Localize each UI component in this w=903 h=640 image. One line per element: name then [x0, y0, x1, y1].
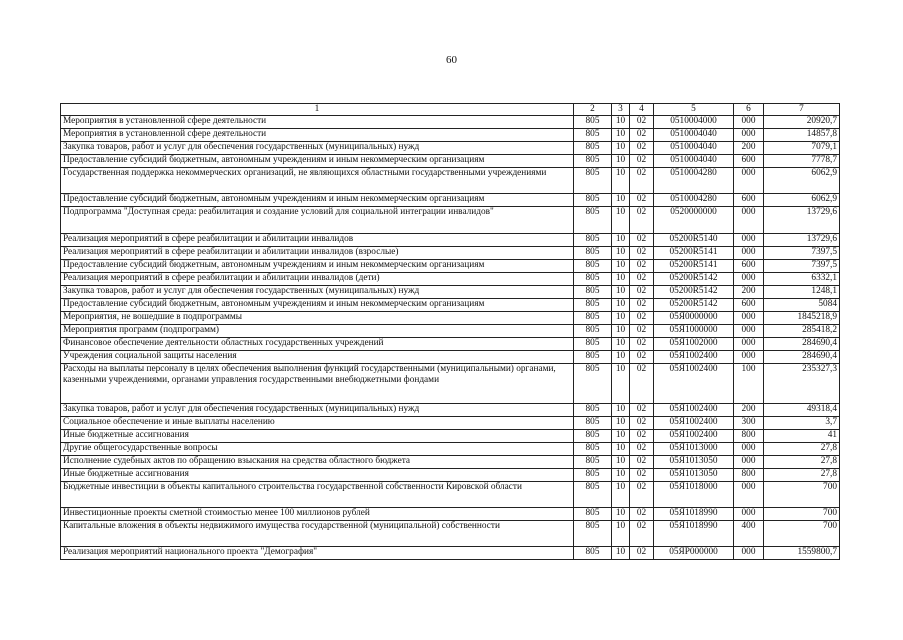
- admin-code-cell: 805: [574, 443, 612, 456]
- section-cell: 10: [612, 155, 630, 168]
- target-article-cell: 0510004040: [654, 129, 734, 142]
- amount-cell: 49318,4: [764, 404, 840, 417]
- table-row: [61, 547, 840, 560]
- amount-cell: 5084: [764, 299, 840, 312]
- table-row: [61, 404, 840, 417]
- target-article-cell: 05Я1013050: [654, 469, 734, 482]
- expense-type-cell: 000: [734, 247, 764, 260]
- subsection-cell: 02: [630, 299, 654, 312]
- row-name-cell: Финансовое обеспечение деятельности областных государственных учреждений: [61, 338, 574, 351]
- table-row: [61, 194, 840, 207]
- section-cell: 10: [612, 404, 630, 417]
- admin-code-cell: 805: [574, 456, 612, 469]
- target-article-cell: 05200R5142: [654, 273, 734, 286]
- section-cell: 10: [612, 247, 630, 260]
- expense-type-cell: 000: [734, 273, 764, 286]
- subsection-cell: 02: [630, 312, 654, 325]
- target-article-cell: 05Я1000000: [654, 325, 734, 338]
- row-name-cell: Предоставление субсидий бюджетным, автономным учреждениям и иным некоммерческим организациям: [61, 299, 574, 312]
- target-article-cell: 05200R5142: [654, 286, 734, 299]
- table-row: [61, 325, 840, 338]
- column-header: 5: [654, 104, 734, 116]
- admin-code-cell: 805: [574, 260, 612, 273]
- section-cell: 10: [612, 338, 630, 351]
- amount-cell: 13729,6: [764, 207, 840, 234]
- amount-cell: 27,8: [764, 456, 840, 469]
- target-article-cell: 05Я1018990: [654, 521, 734, 547]
- expense-type-cell: 000: [734, 207, 764, 234]
- expense-type-cell: 800: [734, 430, 764, 443]
- row-name-cell: Мероприятия, не вошедшие в подпрограммы: [61, 312, 574, 325]
- admin-code-cell: 805: [574, 364, 612, 404]
- expense-type-cell: 000: [734, 234, 764, 247]
- expense-type-cell: 200: [734, 286, 764, 299]
- table-row: [61, 273, 840, 286]
- column-header: 4: [630, 104, 654, 116]
- expense-type-cell: 800: [734, 469, 764, 482]
- admin-code-cell: 805: [574, 116, 612, 129]
- target-article-cell: 05200R5142: [654, 299, 734, 312]
- expense-type-cell: 000: [734, 168, 764, 194]
- amount-cell: 7079,1: [764, 142, 840, 155]
- section-cell: 10: [612, 168, 630, 194]
- table-row: [61, 155, 840, 168]
- admin-code-cell: 805: [574, 404, 612, 417]
- admin-code-cell: 805: [574, 325, 612, 338]
- amount-cell: 7397,5: [764, 247, 840, 260]
- expense-type-cell: 000: [734, 482, 764, 508]
- target-article-cell: 05200R5140: [654, 234, 734, 247]
- section-cell: 10: [612, 286, 630, 299]
- page-number: 60: [446, 54, 457, 66]
- row-name-cell: Закупка товаров, работ и услуг для обеспечения государственных (муниципальных) нужд: [61, 286, 574, 299]
- target-article-cell: 05Я1002400: [654, 364, 734, 404]
- admin-code-cell: 805: [574, 417, 612, 430]
- subsection-cell: 02: [630, 273, 654, 286]
- section-cell: 10: [612, 234, 630, 247]
- amount-cell: 27,8: [764, 469, 840, 482]
- admin-code-cell: 805: [574, 142, 612, 155]
- expense-type-cell: 000: [734, 312, 764, 325]
- row-name-cell: Государственная поддержка некоммерческих организаций, не являющихся областными государственными учреждениями: [61, 168, 574, 194]
- target-article-cell: 05Я1018990: [654, 508, 734, 521]
- table-header-row: [61, 104, 840, 116]
- section-cell: 10: [612, 417, 630, 430]
- row-name-cell: Бюджетные инвестиции в объекты капитального строительства государственной собственности Кировской области: [61, 482, 574, 508]
- table-row: [61, 129, 840, 142]
- row-name-cell: Капитальные вложения в объекты недвижимого имущества государственной (муниципальной) собственности: [61, 521, 574, 547]
- expense-type-cell: 000: [734, 325, 764, 338]
- admin-code-cell: 805: [574, 508, 612, 521]
- admin-code-cell: 805: [574, 129, 612, 142]
- subsection-cell: 02: [630, 430, 654, 443]
- target-article-cell: 0510004040: [654, 155, 734, 168]
- table-row: [61, 351, 840, 364]
- row-name-cell: Учреждения социальной защиты населения: [61, 351, 574, 364]
- section-cell: 10: [612, 508, 630, 521]
- expense-type-cell: 000: [734, 443, 764, 456]
- column-header: 1: [61, 104, 574, 116]
- admin-code-cell: 805: [574, 207, 612, 234]
- subsection-cell: 02: [630, 547, 654, 560]
- amount-cell: 1248,1: [764, 286, 840, 299]
- subsection-cell: 02: [630, 443, 654, 456]
- admin-code-cell: 805: [574, 168, 612, 194]
- amount-cell: 7397,5: [764, 260, 840, 273]
- admin-code-cell: 805: [574, 547, 612, 560]
- admin-code-cell: 805: [574, 155, 612, 168]
- target-article-cell: 05Я1018000: [654, 482, 734, 508]
- subsection-cell: 02: [630, 482, 654, 508]
- expense-type-cell: 600: [734, 194, 764, 207]
- table-row: [61, 417, 840, 430]
- row-name-cell: Закупка товаров, работ и услуг для обеспечения государственных (муниципальных) нужд: [61, 142, 574, 155]
- amount-cell: 6062,9: [764, 194, 840, 207]
- subsection-cell: 02: [630, 338, 654, 351]
- section-cell: 10: [612, 521, 630, 547]
- admin-code-cell: 805: [574, 430, 612, 443]
- expense-type-cell: 600: [734, 260, 764, 273]
- section-cell: 10: [612, 482, 630, 508]
- table-row: [61, 508, 840, 521]
- subsection-cell: 02: [630, 325, 654, 338]
- admin-code-cell: 805: [574, 338, 612, 351]
- expense-type-cell: 100: [734, 364, 764, 404]
- target-article-cell: 05Я1013000: [654, 443, 734, 456]
- column-header: 3: [612, 104, 630, 116]
- amount-cell: 235327,3: [764, 364, 840, 404]
- target-article-cell: 05Я1002400: [654, 430, 734, 443]
- row-name-cell: Предоставление субсидий бюджетным, автономным учреждениям и иным некоммерческим организациям: [61, 194, 574, 207]
- table-row: [61, 521, 840, 547]
- subsection-cell: 02: [630, 207, 654, 234]
- amount-cell: 6062,9: [764, 168, 840, 194]
- expense-type-cell: 200: [734, 404, 764, 417]
- column-header: 7: [764, 104, 840, 116]
- table-row: [61, 456, 840, 469]
- section-cell: 10: [612, 456, 630, 469]
- target-article-cell: 05Я1002400: [654, 351, 734, 364]
- table-row: [61, 482, 840, 508]
- table-row: [61, 443, 840, 456]
- subsection-cell: 02: [630, 404, 654, 417]
- amount-cell: 285418,2: [764, 325, 840, 338]
- row-name-cell: Реализация мероприятий национального проекта "Демография": [61, 547, 574, 560]
- amount-cell: 700: [764, 521, 840, 547]
- expense-type-cell: 600: [734, 155, 764, 168]
- subsection-cell: 02: [630, 260, 654, 273]
- expense-type-cell: 200: [734, 142, 764, 155]
- row-name-cell: Иные бюджетные ассигнования: [61, 469, 574, 482]
- row-name-cell: Мероприятия программ (подпрограмм): [61, 325, 574, 338]
- section-cell: 10: [612, 312, 630, 325]
- amount-cell: 14857,8: [764, 129, 840, 142]
- subsection-cell: 02: [630, 521, 654, 547]
- amount-cell: 700: [764, 482, 840, 508]
- table-row: [61, 299, 840, 312]
- section-cell: 10: [612, 260, 630, 273]
- section-cell: 10: [612, 194, 630, 207]
- expense-type-cell: 000: [734, 456, 764, 469]
- row-name-cell: Другие общегосударственные вопросы: [61, 443, 574, 456]
- admin-code-cell: 805: [574, 286, 612, 299]
- table-row: [61, 312, 840, 325]
- section-cell: 10: [612, 430, 630, 443]
- row-name-cell: Подпрограмма "Доступная среда: реабилитация и создание условий для социальной интеграции инвалидов": [61, 207, 574, 234]
- table-row: [61, 116, 840, 129]
- budget-table: [60, 103, 840, 560]
- expense-type-cell: 400: [734, 521, 764, 547]
- target-article-cell: 05ЯР000000: [654, 547, 734, 560]
- subsection-cell: 02: [630, 116, 654, 129]
- expense-type-cell: 000: [734, 508, 764, 521]
- target-article-cell: 05200R5141: [654, 260, 734, 273]
- admin-code-cell: 805: [574, 234, 612, 247]
- table-row: [61, 234, 840, 247]
- target-article-cell: 05Я1013050: [654, 456, 734, 469]
- table-row: [61, 142, 840, 155]
- expense-type-cell: 000: [734, 129, 764, 142]
- amount-cell: 284690,4: [764, 351, 840, 364]
- table-row: [61, 247, 840, 260]
- row-name-cell: Исполнение судебных актов по обращению взыскания на средства областного бюджета: [61, 456, 574, 469]
- subsection-cell: 02: [630, 469, 654, 482]
- column-header: 6: [734, 104, 764, 116]
- subsection-cell: 02: [630, 364, 654, 404]
- amount-cell: 3,7: [764, 417, 840, 430]
- section-cell: 10: [612, 129, 630, 142]
- amount-cell: 6332,1: [764, 273, 840, 286]
- expense-type-cell: 000: [734, 547, 764, 560]
- subsection-cell: 02: [630, 168, 654, 194]
- table-row: [61, 168, 840, 194]
- row-name-cell: Иные бюджетные ассигнования: [61, 430, 574, 443]
- target-article-cell: 05Я0000000: [654, 312, 734, 325]
- column-header: 2: [574, 104, 612, 116]
- admin-code-cell: 805: [574, 247, 612, 260]
- subsection-cell: 02: [630, 508, 654, 521]
- section-cell: 10: [612, 364, 630, 404]
- row-name-cell: Предоставление субсидий бюджетным, автономным учреждениям и иным некоммерческим организациям: [61, 260, 574, 273]
- row-name-cell: Предоставление субсидий бюджетным, автономным учреждениям и иным некоммерческим организациям: [61, 155, 574, 168]
- subsection-cell: 02: [630, 247, 654, 260]
- expense-type-cell: 600: [734, 299, 764, 312]
- admin-code-cell: 805: [574, 482, 612, 508]
- section-cell: 10: [612, 299, 630, 312]
- subsection-cell: 02: [630, 234, 654, 247]
- admin-code-cell: 805: [574, 469, 612, 482]
- amount-cell: 41: [764, 430, 840, 443]
- row-name-cell: Мероприятия в установленной сфере деятельности: [61, 129, 574, 142]
- section-cell: 10: [612, 469, 630, 482]
- admin-code-cell: 805: [574, 273, 612, 286]
- section-cell: 10: [612, 351, 630, 364]
- target-article-cell: 0510004040: [654, 142, 734, 155]
- row-name-cell: Инвестиционные проекты сметной стоимостью менее 100 миллионов рублей: [61, 508, 574, 521]
- table-row: [61, 260, 840, 273]
- subsection-cell: 02: [630, 456, 654, 469]
- admin-code-cell: 805: [574, 299, 612, 312]
- table-row: [61, 430, 840, 443]
- subsection-cell: 02: [630, 129, 654, 142]
- table-row: [61, 207, 840, 234]
- admin-code-cell: 805: [574, 521, 612, 547]
- target-article-cell: 0520000000: [654, 207, 734, 234]
- admin-code-cell: 805: [574, 351, 612, 364]
- target-article-cell: 05Я1002400: [654, 404, 734, 417]
- table-row: [61, 469, 840, 482]
- target-article-cell: 05Я1002000: [654, 338, 734, 351]
- row-name-cell: Реализация мероприятий в сфере реабилитации и абилитации инвалидов: [61, 234, 574, 247]
- expense-type-cell: 000: [734, 338, 764, 351]
- target-article-cell: 0510004280: [654, 194, 734, 207]
- amount-cell: 700: [764, 508, 840, 521]
- target-article-cell: 05200R5141: [654, 247, 734, 260]
- target-article-cell: 0510004280: [654, 168, 734, 194]
- section-cell: 10: [612, 443, 630, 456]
- section-cell: 10: [612, 547, 630, 560]
- table-row: [61, 364, 840, 404]
- row-name-cell: Социальное обеспечение и иные выплаты населению: [61, 417, 574, 430]
- section-cell: 10: [612, 273, 630, 286]
- row-name-cell: Реализация мероприятий в сфере реабилитации и абилитации инвалидов (взрослые): [61, 247, 574, 260]
- row-name-cell: Закупка товаров, работ и услуг для обеспечения государственных (муниципальных) нужд: [61, 404, 574, 417]
- table-row: [61, 338, 840, 351]
- row-name-cell: Мероприятия в установленной сфере деятельности: [61, 116, 574, 129]
- amount-cell: 27,8: [764, 443, 840, 456]
- section-cell: 10: [612, 116, 630, 129]
- expense-type-cell: 300: [734, 417, 764, 430]
- amount-cell: 284690,4: [764, 338, 840, 351]
- section-cell: 10: [612, 207, 630, 234]
- expense-type-cell: 000: [734, 116, 764, 129]
- row-name-cell: Расходы на выплаты персоналу в целях обеспечения выполнения функций государственными (муниципальными) органами, казенными учреждениями, органами управления государственными внебюджетными фондами: [61, 364, 574, 404]
- subsection-cell: 02: [630, 155, 654, 168]
- admin-code-cell: 805: [574, 312, 612, 325]
- target-article-cell: 0510004000: [654, 116, 734, 129]
- table-row: [61, 286, 840, 299]
- subsection-cell: 02: [630, 351, 654, 364]
- subsection-cell: 02: [630, 142, 654, 155]
- amount-cell: 1845218,9: [764, 312, 840, 325]
- amount-cell: 13729,6: [764, 234, 840, 247]
- amount-cell: 1559800,7: [764, 547, 840, 560]
- subsection-cell: 02: [630, 417, 654, 430]
- section-cell: 10: [612, 142, 630, 155]
- section-cell: 10: [612, 325, 630, 338]
- subsection-cell: 02: [630, 286, 654, 299]
- amount-cell: 20920,7: [764, 116, 840, 129]
- target-article-cell: 05Я1002400: [654, 417, 734, 430]
- amount-cell: 7778,7: [764, 155, 840, 168]
- row-name-cell: Реализация мероприятий в сфере реабилитации и абилитации инвалидов (дети): [61, 273, 574, 286]
- expense-type-cell: 000: [734, 351, 764, 364]
- admin-code-cell: 805: [574, 194, 612, 207]
- subsection-cell: 02: [630, 194, 654, 207]
